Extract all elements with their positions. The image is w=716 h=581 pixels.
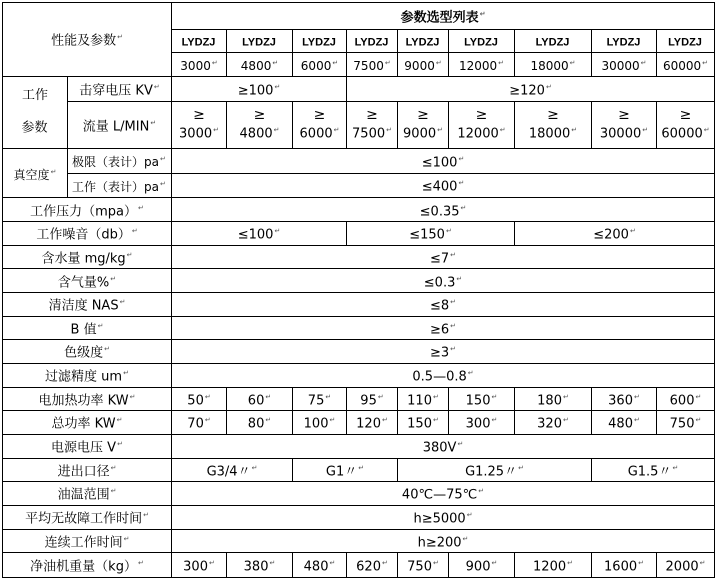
gas-row <box>3 269 715 293</box>
pressure-label: 工作压力（mpa） ↵ <box>3 198 172 222</box>
model-number-cell: 18000 ↵ <box>515 53 592 77</box>
model-number-cell: 12000 ↵ <box>449 53 515 77</box>
supply-value: 380V ↵ <box>172 434 715 458</box>
clean-label: 清洁度 NAS ↵ <box>3 293 172 317</box>
model-prefix-cell: LYDZJ <box>227 29 293 53</box>
weight-cell: 1200 ↵ <box>515 553 592 578</box>
weight-cell: 300 ↵ <box>172 553 227 578</box>
model-number-cell: 9000 ↵ <box>398 53 449 77</box>
flow-label: 流量 L/MIN ↵ <box>68 101 172 148</box>
flow-value: 6000 <box>299 126 333 142</box>
voltage-row <box>3 77 715 102</box>
weight-cell: 900 ↵ <box>449 553 515 578</box>
vacuum-work-row <box>3 173 715 198</box>
heat-cell: 150 ↵ <box>449 387 515 411</box>
flow-cell <box>172 101 227 148</box>
gas-value: ≤0.3 ↵ <box>172 269 715 293</box>
total-cell: 320 ↵ <box>515 411 592 435</box>
model-number-cell: 4800 ↵ <box>227 53 293 77</box>
beta-row <box>3 316 715 340</box>
supply-row <box>3 434 715 458</box>
model-number-cell: 6000 ↵ <box>293 53 347 77</box>
weight-cell: 480 ↵ <box>293 553 347 578</box>
model-number-cell: 3000 ↵ <box>172 53 227 77</box>
oiltemp-label: 油温范围 ↵ <box>3 482 172 506</box>
vacuum-limit-label: 极限（表计）pa ↵ <box>68 149 172 174</box>
color-label: 色级度 ↵ <box>3 340 172 364</box>
flow-symbol: ≥ <box>547 107 559 124</box>
weight-cell: 1600 ↵ <box>592 553 657 578</box>
noise-value-b: ≤150 ↵ <box>347 222 515 246</box>
flow-cell <box>515 101 592 148</box>
work-params-label-line2: 参数 <box>21 120 48 136</box>
vacuum-limit-value: ≤100 ↵ <box>172 149 715 174</box>
flow-symbol: ≥ <box>313 107 326 124</box>
continuous-row <box>3 529 715 553</box>
flow-symbol: ≥ <box>253 107 266 124</box>
port-value-d: G1.5〃 ↵ <box>592 458 715 482</box>
model-prefix-cell: LYDZJ <box>592 29 657 53</box>
flow-cell <box>449 101 515 148</box>
supply-label: 电源电压 V ↵ <box>3 434 172 458</box>
heat-cell: 180 ↵ <box>515 387 592 411</box>
flow-value: 12000 <box>457 126 499 142</box>
oiltemp-value: 40℃—75℃ ↵ <box>172 482 715 506</box>
heat-cell: 360 ↵ <box>592 387 657 411</box>
water-row <box>3 245 715 269</box>
pressure-row <box>3 198 715 222</box>
oiltemp-row <box>3 482 715 506</box>
filter-value: 0.5—0.8 ↵ <box>172 363 715 387</box>
model-prefix-cell: LYDZJ <box>515 29 592 53</box>
model-prefix-cell: LYDZJ <box>347 29 398 53</box>
flow-value: 3000 <box>179 126 213 142</box>
noise-row <box>3 222 715 246</box>
total-cell: 300 ↵ <box>449 411 515 435</box>
noise-value-c: ≤200 ↵ <box>515 222 715 246</box>
heat-cell: 60 ↵ <box>227 387 293 411</box>
flow-symbol: ≥ <box>618 107 630 124</box>
flow-symbol: ≥ <box>475 107 488 124</box>
voltage-value-b: ≥120 ↵ <box>347 77 715 102</box>
flow-cell <box>592 101 657 148</box>
flow-symbol: ≥ <box>366 107 378 124</box>
beta-label: Β 值 ↵ <box>3 316 172 340</box>
total-cell: 70 ↵ <box>172 411 227 435</box>
weight-cell: 380 ↵ <box>227 553 293 578</box>
parameter-table-container <box>2 2 714 578</box>
flow-cell <box>398 101 449 148</box>
model-number-cell: 30000 ↵ <box>592 53 657 77</box>
flow-value: 18000 <box>528 126 571 142</box>
flow-symbol: ≥ <box>679 107 692 124</box>
model-prefix-cell: LYDZJ <box>172 29 227 53</box>
flow-symbol: ≥ <box>193 107 205 124</box>
total-cell: 120 ↵ <box>347 411 398 435</box>
continuous-label: 连续工作时间 ↵ <box>3 529 172 553</box>
heat-cell: 75 ↵ <box>293 387 347 411</box>
flow-value: 30000 <box>599 126 642 142</box>
pressure-value: ≤0.35 ↵ <box>172 198 715 222</box>
filter-label: 过滤精度 um ↵ <box>3 363 172 387</box>
title-row <box>3 3 715 30</box>
model-number-cell: 60000 ↵ <box>657 53 715 77</box>
heat-cell: 110 ↵ <box>398 387 449 411</box>
heat-row <box>3 387 715 411</box>
noise-label: 工作噪音（db） ↵ <box>3 222 172 246</box>
vacuum-limit-row <box>3 149 715 174</box>
clean-row <box>3 293 715 317</box>
flow-cell <box>657 101 715 148</box>
vacuum-work-value: ≤400 ↵ <box>172 173 715 198</box>
weight-cell: 750 ↵ <box>398 553 449 578</box>
heat-cell: 50 ↵ <box>172 387 227 411</box>
vacuum-label: 真空度 ↵ <box>3 149 68 198</box>
flow-value: 60000 <box>661 126 703 142</box>
model-prefix-cell: LYDZJ <box>449 29 515 53</box>
total-row <box>3 411 715 435</box>
vacuum-work-label: 工作（表计）pa ↵ <box>68 173 172 198</box>
flow-value: 7500 <box>352 126 386 142</box>
voltage-label: 击穿电压 KV ↵ <box>68 77 172 102</box>
port-row <box>3 458 715 482</box>
continuous-value: h≥200 ↵ <box>172 529 715 553</box>
work-params-label-line1: 工作 <box>21 88 48 104</box>
total-cell: 150 ↵ <box>398 411 449 435</box>
heat-cell: 95 ↵ <box>347 387 398 411</box>
heat-cell: 600 ↵ <box>657 387 715 411</box>
water-value: ≤7 ↵ <box>172 245 715 269</box>
total-label: 总功率 KW ↵ <box>3 411 172 435</box>
model-prefix-cell: LYDZJ <box>398 29 449 53</box>
voltage-value-a: ≥100 ↵ <box>172 77 347 102</box>
port-value-a: G3/4〃 ↵ <box>172 458 293 482</box>
color-value: ≥3 ↵ <box>172 340 715 364</box>
flow-row <box>3 101 715 148</box>
clean-value: ≤8 ↵ <box>172 293 715 317</box>
model-number-cell: 7500 ↵ <box>347 53 398 77</box>
table-title: 参数选型列表 ↵ <box>172 3 715 30</box>
gas-label: 含气量% ↵ <box>3 269 172 293</box>
total-cell: 750 ↵ <box>657 411 715 435</box>
flow-symbol: ≥ <box>417 107 429 124</box>
model-prefix-cell: LYDZJ <box>657 29 715 53</box>
model-prefix-cell: LYDZJ <box>293 29 347 53</box>
heat-label: 电加热功率 KW ↵ <box>3 387 172 411</box>
flow-value: 4800 <box>239 126 273 142</box>
mtbf-row <box>3 505 715 529</box>
work-params-label <box>3 77 68 149</box>
total-cell: 480 ↵ <box>592 411 657 435</box>
water-label: 含水量 mg/kg ↵ <box>3 245 172 269</box>
flow-cell <box>347 101 398 148</box>
flow-value: 9000 <box>403 126 437 142</box>
beta-value: ≥6 ↵ <box>172 316 715 340</box>
flow-cell <box>293 101 347 148</box>
noise-value-a: ≤100 ↵ <box>172 222 347 246</box>
mtbf-value: h≥5000 ↵ <box>172 505 715 529</box>
weight-cell: 620 ↵ <box>347 553 398 578</box>
parameter-selection-table <box>2 2 715 578</box>
color-row <box>3 340 715 364</box>
port-label: 进出口径 ↵ <box>3 458 172 482</box>
weight-row <box>3 553 715 578</box>
weight-label: 净油机重量（kg） ↵ <box>3 553 172 578</box>
flow-cell <box>227 101 293 148</box>
total-cell: 80 ↵ <box>227 411 293 435</box>
weight-cell: 2000 ↵ <box>657 553 715 578</box>
port-value-b: G1〃 ↵ <box>293 458 398 482</box>
filter-row <box>3 363 715 387</box>
total-cell: 100 ↵ <box>293 411 347 435</box>
header-label: 性能及参数 ↵ <box>3 3 172 77</box>
port-value-c: G1.25〃 ↵ <box>398 458 592 482</box>
mtbf-label: 平均无故障工作时间 ↵ <box>3 505 172 529</box>
